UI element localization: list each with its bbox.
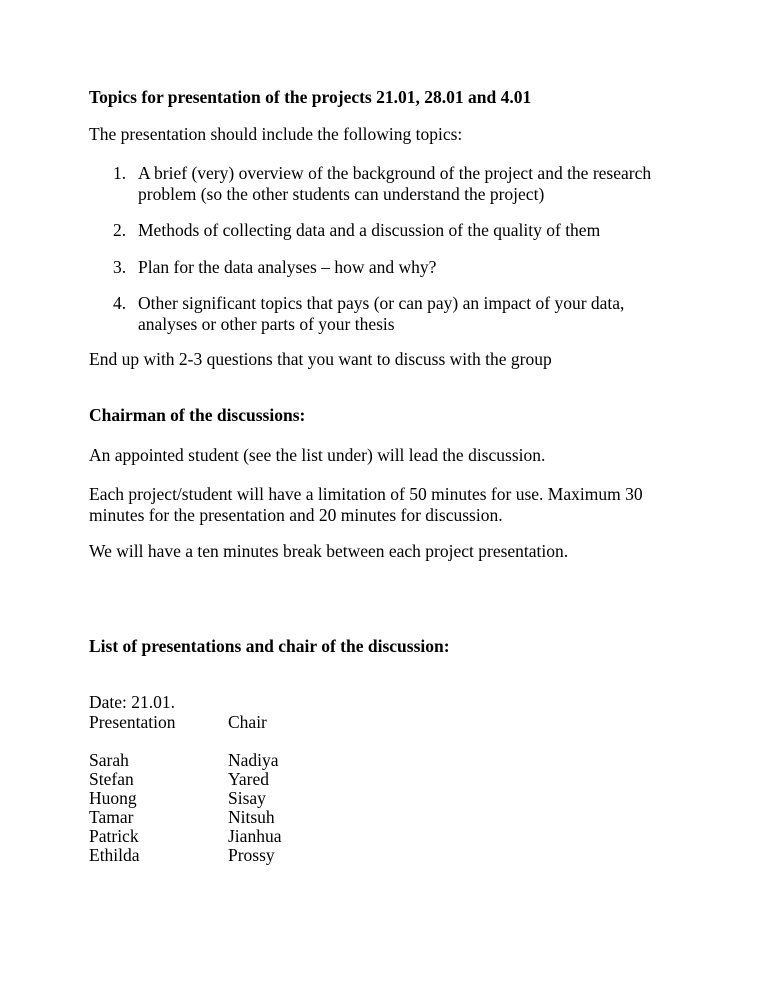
- column-header-chair: Chair: [228, 712, 267, 732]
- chair-name: Yared: [228, 769, 269, 789]
- end-note: End up with 2-3 questions that you want to discuss with the group: [89, 349, 552, 369]
- chair-paragraph-2-line-1: Each project/student will have a limitation of 50 minutes for use. Maximum 30: [89, 484, 643, 504]
- presenter-name: Stefan: [89, 769, 134, 789]
- presenter-name: Patrick: [89, 826, 139, 846]
- column-header-presentation: Presentation: [89, 712, 176, 732]
- topic-4-line-1: Other significant topics that pays (or can pay) an impact of your data,: [138, 293, 625, 313]
- topic-2-number: 2.: [113, 220, 127, 240]
- chair-name: Prossy: [228, 845, 275, 865]
- topic-4-number: 4.: [113, 293, 127, 313]
- presenter-name: Huong: [89, 788, 137, 808]
- presenter-name: Sarah: [89, 750, 129, 770]
- topic-2-line-1: Methods of collecting data and a discussion of the quality of them: [138, 220, 601, 240]
- chair-paragraph-2-line-2: minutes for the presentation and 20 minutes for discussion.: [89, 505, 503, 525]
- chair-name: Sisay: [228, 788, 266, 808]
- intro-text: The presentation should include the following topics:: [89, 124, 463, 144]
- chair-name: Nadiya: [228, 750, 279, 770]
- list-heading: List of presentations and chair of the discussion:: [89, 636, 450, 656]
- topic-4-line-2: analyses or other parts of your thesis: [138, 314, 395, 334]
- chair-name: Jianhua: [228, 826, 282, 846]
- presenter-name: Tamar: [89, 807, 134, 827]
- chair-name: Nitsuh: [228, 807, 275, 827]
- presenter-name: Ethilda: [89, 845, 140, 865]
- chair-paragraph-3: We will have a ten minutes break between each project presentation.: [89, 541, 569, 561]
- chair-paragraph-1: An appointed student (see the list under) will lead the discussion.: [89, 445, 546, 465]
- chair-heading: Chairman of the discussions:: [89, 405, 306, 425]
- topic-3-line-1: Plan for the data analyses – how and why?: [138, 257, 437, 277]
- topic-1-number: 1.: [113, 163, 127, 183]
- schedule-date: Date: 21.01.: [89, 692, 176, 712]
- document-heading: Topics for presentation of the projects 21.01, 28.01 and 4.01: [89, 87, 532, 107]
- topic-3-number: 3.: [113, 257, 127, 277]
- topic-1-line-2: problem (so the other students can understand the project): [138, 184, 545, 204]
- topic-1-line-1: A brief (very) overview of the background of the project and the research: [138, 163, 652, 183]
